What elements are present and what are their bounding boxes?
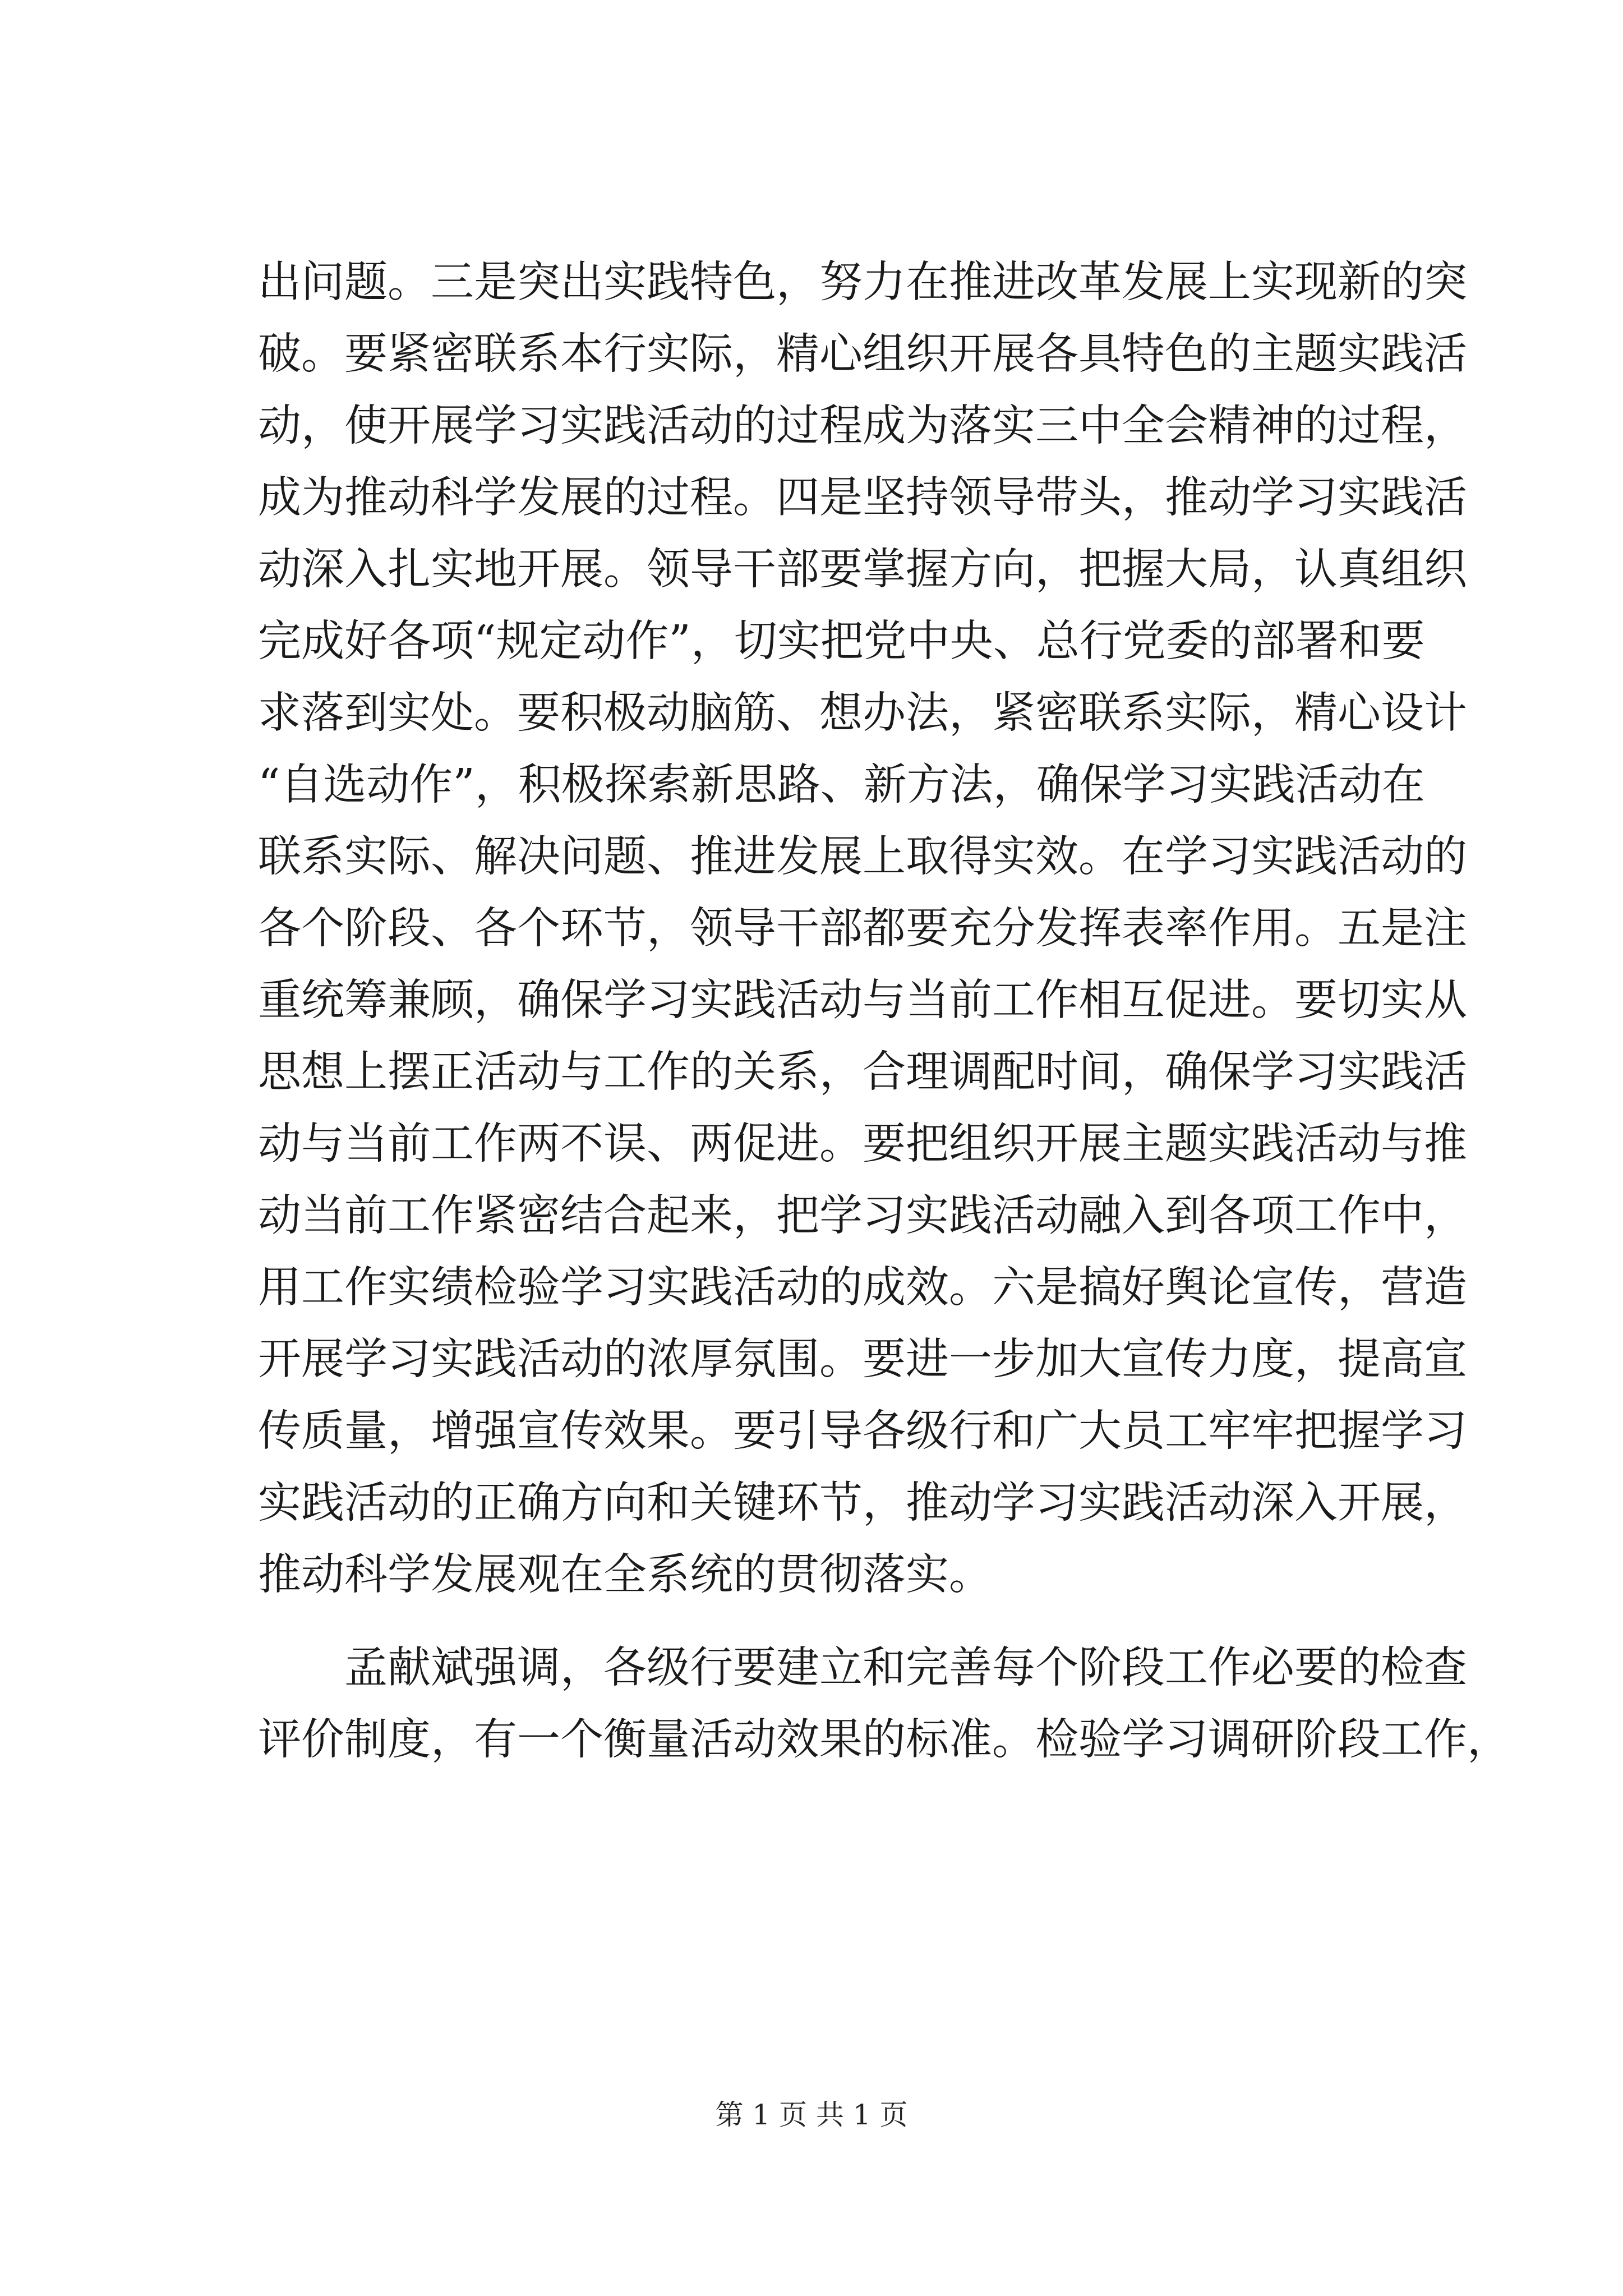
text-line: “自选动作”，积极探索新思路、新方法，确保学习实践活动在	[258, 760, 1425, 810]
text-line: 各个阶段、各个环节，领导干部都要充分发挥表率作用。五是注	[258, 904, 1467, 954]
body-text	[258, 247, 1510, 1776]
text-line: 求落到实处。要积极动脑筋、想办法，紧密联系实际，精心设计	[258, 688, 1467, 738]
text-line: 重统筹兼顾，确保学习实践活动与当前工作相互促进。要切实从	[258, 976, 1467, 1025]
text-line: 用工作实绩检验学习实践活动的成效。六是搞好舆论宣传，营造	[258, 1263, 1467, 1313]
text-line: 联系实际、解决问题、推进发展上取得实效。在学习实践活动的	[258, 832, 1467, 882]
paragraph-spacer	[258, 1611, 1396, 1632]
text-line: 动与当前工作两不误、两促进。要把组织开展主题实践活动与推	[258, 1119, 1467, 1169]
text-line: 出问题。三是突出实践特色，努力在推进改革发展上实现新的突	[258, 257, 1467, 307]
paragraph-2	[258, 1632, 1510, 1776]
text-line: 传质量，增强宣传效果。要引导各级行和广大员工牢牢把握学习	[258, 1406, 1467, 1456]
text-line: 评价制度，有一个衡量活动效果的标准。检验学习调研阶段工作，	[258, 1715, 1510, 1765]
text-line: 动当前工作紧密结合起来，把学习实践活动融入到各项工作中，	[258, 1191, 1467, 1241]
text-line: 完成好各项“规定动作”，切实把党中央、总行党委的部署和要	[258, 616, 1425, 666]
text-line: 破。要紧密联系本行实际，精心组织开展各具特色的主题实践活	[258, 329, 1467, 379]
paragraph-1	[258, 247, 1467, 1611]
text-line: 孟献斌强调，各级行要建立和完善每个阶段工作必要的检查	[344, 1643, 1467, 1693]
text-line: 实践活动的正确方向和关键环节，推动学习实践活动深入开展，	[258, 1478, 1467, 1528]
text-line: 思想上摆正活动与工作的关系，合理调配时间，确保学习实践活	[258, 1047, 1467, 1097]
text-line: 推动科学发展观在全系统的贯彻落实。	[258, 1550, 992, 1600]
text-line: 动深入扎实地开展。领导干部要掌握方向，把握大局，认真组织	[258, 545, 1467, 595]
text-line: 成为推动科学发展的过程。四是坚持领导带头，推动学习实践活	[258, 473, 1467, 523]
text-line: 动，使开展学习实践活动的过程成为落实三中全会精神的过程，	[258, 401, 1467, 451]
page-footer	[0, 2098, 1623, 2132]
page-number: 第 1 页 共 1 页	[715, 2099, 908, 2131]
text-line: 开展学习实践活动的浓厚氛围。要进一步加大宣传力度，提高宣	[258, 1335, 1467, 1384]
